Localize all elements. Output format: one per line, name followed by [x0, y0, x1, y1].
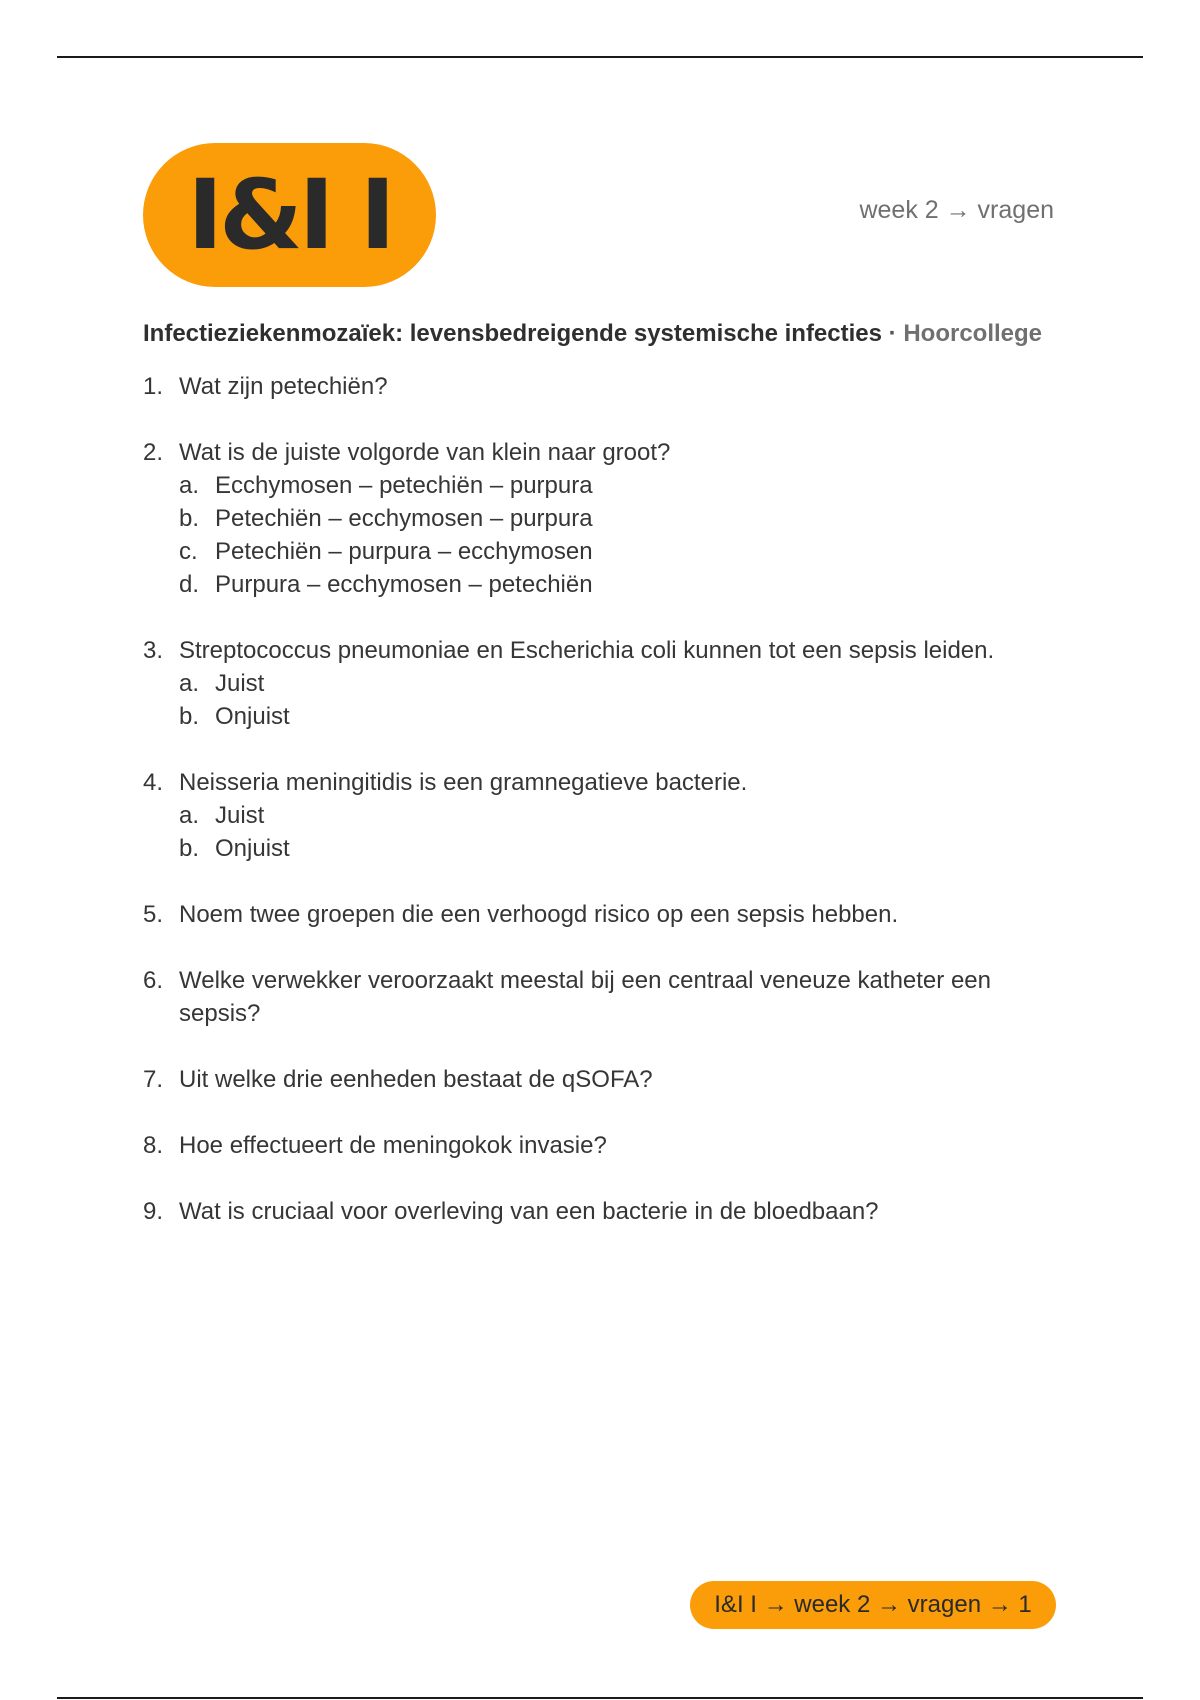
- option-text: Juist: [215, 670, 265, 697]
- question-text: Wat is cruciaal voor overleving van een bacterie in de bloedbaan?: [179, 1198, 879, 1225]
- question-text: Uit welke drie eenheden bestaat de qSOFA?: [179, 1066, 653, 1093]
- option-text: Onjuist: [215, 703, 290, 730]
- option-text: Petechiën – ecchymosen – purpura: [215, 505, 593, 532]
- option-text: Juist: [215, 802, 265, 829]
- top-divider: [57, 56, 1143, 58]
- question-number: 2.: [143, 439, 164, 466]
- option-letter: b.: [179, 505, 200, 532]
- question-text: Welke verwekker veroorzaakt meestal bij een centraal veneuze katheter een sepsis?: [179, 967, 991, 1027]
- question-item: [143, 1063, 1063, 1096]
- answer-option: [179, 667, 1063, 700]
- answer-option: [179, 832, 1063, 865]
- question-item: [143, 634, 1063, 733]
- answer-option: [179, 469, 1063, 502]
- question-text: Wat zijn petechiën?: [179, 373, 388, 400]
- bottom-divider: [57, 1697, 1143, 1699]
- question-number: 8.: [143, 1132, 164, 1159]
- question-item: [143, 370, 1063, 403]
- answer-option: [179, 535, 1063, 568]
- question-number: 1.: [143, 373, 164, 400]
- question-text: Noem twee groepen die een verhoogd risico op een sepsis hebben.: [179, 901, 899, 928]
- answer-option: [179, 799, 1063, 832]
- question-number: 5.: [143, 901, 164, 928]
- question-text: Hoe effectueert de meningokok invasie?: [179, 1132, 607, 1159]
- answer-option: [179, 700, 1063, 733]
- lecture-type: Hoorcollege: [903, 320, 1043, 347]
- question-item: [143, 766, 1063, 865]
- question-text: Neisseria meningitidis is een gramnegatieve bacterie.: [179, 769, 748, 796]
- logo-text: I&I I: [187, 159, 392, 271]
- question-list: [143, 370, 1063, 1261]
- option-letter: b.: [179, 835, 200, 862]
- question-number: 4.: [143, 769, 164, 796]
- option-text: Onjuist: [215, 835, 290, 862]
- course-title: [143, 320, 1042, 348]
- option-letter: a.: [179, 802, 200, 829]
- question-item: [143, 1195, 1063, 1228]
- breadcrumb: week 2 → vragen: [859, 196, 1054, 224]
- question-number: 6.: [143, 967, 164, 994]
- question-text: Wat is de juiste volgorde van klein naar groot?: [179, 439, 671, 466]
- title-separator: ·: [888, 320, 897, 347]
- question-item: [143, 1129, 1063, 1162]
- option-text: Petechiën – purpura – ecchymosen: [215, 538, 593, 565]
- question-number: 3.: [143, 637, 164, 664]
- question-item: [143, 964, 1063, 1030]
- option-text: Ecchymosen – petechiën – purpura: [215, 472, 593, 499]
- question-number: 9.: [143, 1198, 164, 1225]
- question-text: Streptococcus pneumoniae en Escherichia coli kunnen tot een sepsis leiden.: [179, 637, 995, 664]
- course-title-text: Infectieziekenmozaïek: levensbedreigende systemische infecties: [143, 320, 882, 347]
- question-item: [143, 436, 1063, 601]
- option-letter: a.: [179, 670, 200, 697]
- option-letter: d.: [179, 571, 200, 598]
- answer-option: [179, 568, 1063, 601]
- course-logo: [143, 143, 436, 287]
- option-letter: c.: [179, 538, 198, 565]
- question-item: [143, 898, 1063, 931]
- question-number: 7.: [143, 1066, 164, 1093]
- option-letter: b.: [179, 703, 200, 730]
- option-letter: a.: [179, 472, 200, 499]
- answer-option: [179, 502, 1063, 535]
- option-text: Purpura – ecchymosen – petechiën: [215, 571, 593, 598]
- footer-page-pill: I&I I → week 2 → vragen → 1: [690, 1581, 1056, 1629]
